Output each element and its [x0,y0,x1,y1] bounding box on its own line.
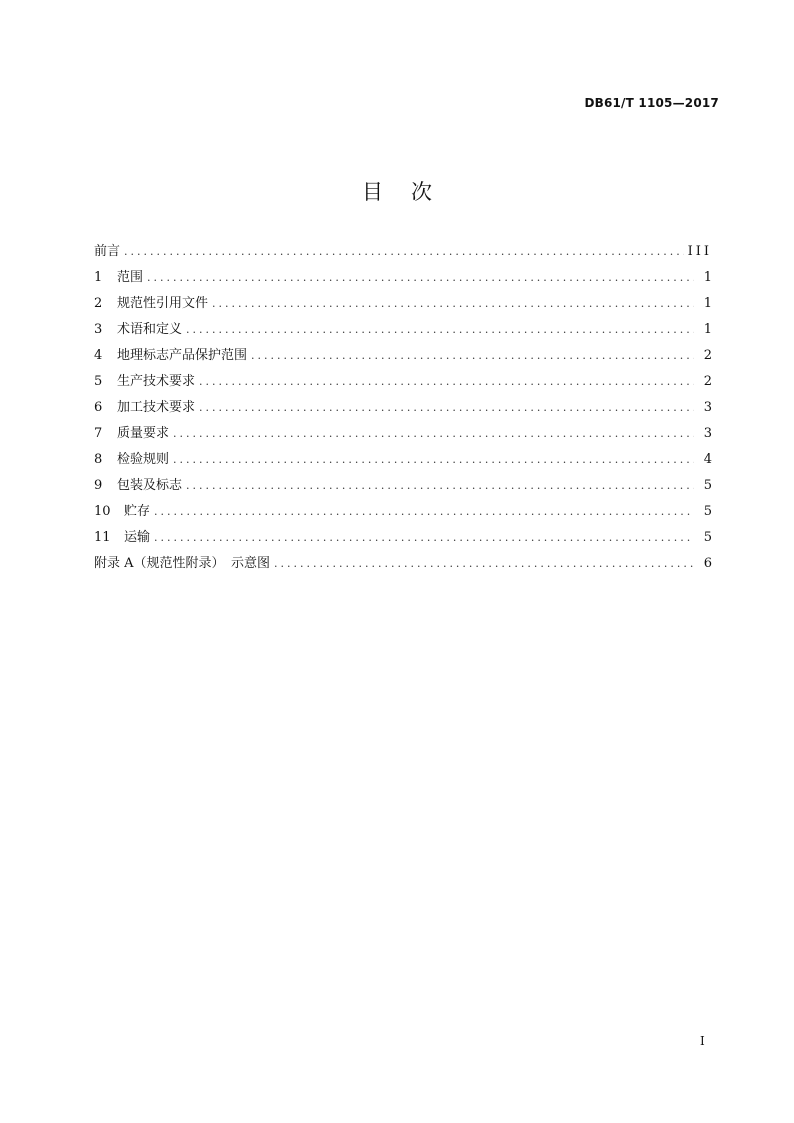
toc-entry-page: 3 [703,426,712,441]
toc-leader-dots [154,531,694,544]
toc-entry-2[interactable] [94,292,712,318]
toc-leader-dots [173,427,694,440]
toc-entry-10[interactable] [94,500,712,526]
toc-entry-appendix-a[interactable] [94,552,712,578]
toc-entry-9[interactable] [94,474,712,500]
toc-entry-page: 3 [703,400,712,415]
toc-entry-5[interactable] [94,370,712,396]
toc-entry-label: 生产技术要求 [117,374,196,389]
toc-entry-3[interactable] [94,318,712,344]
toc-entry-number: 4 [94,348,103,363]
toc-entry-number: 7 [94,426,103,441]
toc-entry-page: 1 [703,322,712,337]
toc-leader-dots [251,349,694,362]
page-number: I [700,1034,705,1048]
toc-entry-label: 包装及标志 [117,478,183,493]
toc-leader-dots [199,375,694,388]
toc-entry-page: III [687,244,712,259]
toc-entry-foreword[interactable] [94,240,712,266]
toc-entry-label: 贮存 [124,504,151,519]
toc-entry-label: 附录 A（规范性附录） 示意图 [94,556,271,571]
toc-entry-page: 1 [703,296,712,311]
toc-entry-page: 5 [703,504,712,519]
toc-entry-number: 1 [94,270,103,285]
toc-entry-page: 6 [703,556,712,571]
toc-entry-page: 1 [703,270,712,285]
table-of-contents [94,240,712,578]
toc-leader-dots [274,557,694,570]
toc-entry-8[interactable] [94,448,712,474]
toc-entry-4[interactable] [94,344,712,370]
toc-entry-7[interactable] [94,422,712,448]
toc-entry-number: 3 [94,322,103,337]
toc-leader-dots [186,323,694,336]
page-title [0,176,794,206]
toc-entry-number: 5 [94,374,103,389]
toc-entry-label: 加工技术要求 [117,400,196,415]
toc-entry-label: 检验规则 [117,452,170,467]
toc-entry-page: 4 [703,452,712,467]
toc-entry-label: 前言 [94,244,121,259]
toc-entry-label: 地理标志产品保护范围 [117,348,248,363]
toc-entry-6[interactable] [94,396,712,422]
toc-entry-number: 10 [94,504,111,519]
toc-entry-11[interactable] [94,526,712,552]
toc-entry-number: 6 [94,400,103,415]
toc-leader-dots [212,297,694,310]
toc-entry-1[interactable] [94,266,712,292]
toc-entry-number: 2 [94,296,103,311]
document-code: DB61/T 1105—2017 [584,96,719,110]
toc-leader-dots [173,453,694,466]
toc-leader-dots [199,401,694,414]
toc-entry-page: 2 [703,374,712,389]
title-char-2: 次 [411,180,432,204]
toc-entry-label: 术语和定义 [117,322,183,337]
toc-entry-label: 范围 [117,270,144,285]
toc-entry-page: 5 [703,478,712,493]
toc-entry-label: 质量要求 [117,426,170,441]
toc-entry-number: 11 [94,530,111,545]
toc-entry-number: 9 [94,478,103,493]
toc-leader-dots [154,505,694,518]
toc-leader-dots [147,271,694,284]
toc-entry-page: 5 [703,530,712,545]
title-char-1: 目 [362,180,383,204]
toc-leader-dots [186,479,694,492]
toc-entry-label: 运输 [124,530,151,545]
toc-leader-dots [124,245,684,258]
toc-entry-number: 8 [94,452,103,467]
toc-entry-label: 规范性引用文件 [117,296,209,311]
toc-entry-page: 2 [703,348,712,363]
